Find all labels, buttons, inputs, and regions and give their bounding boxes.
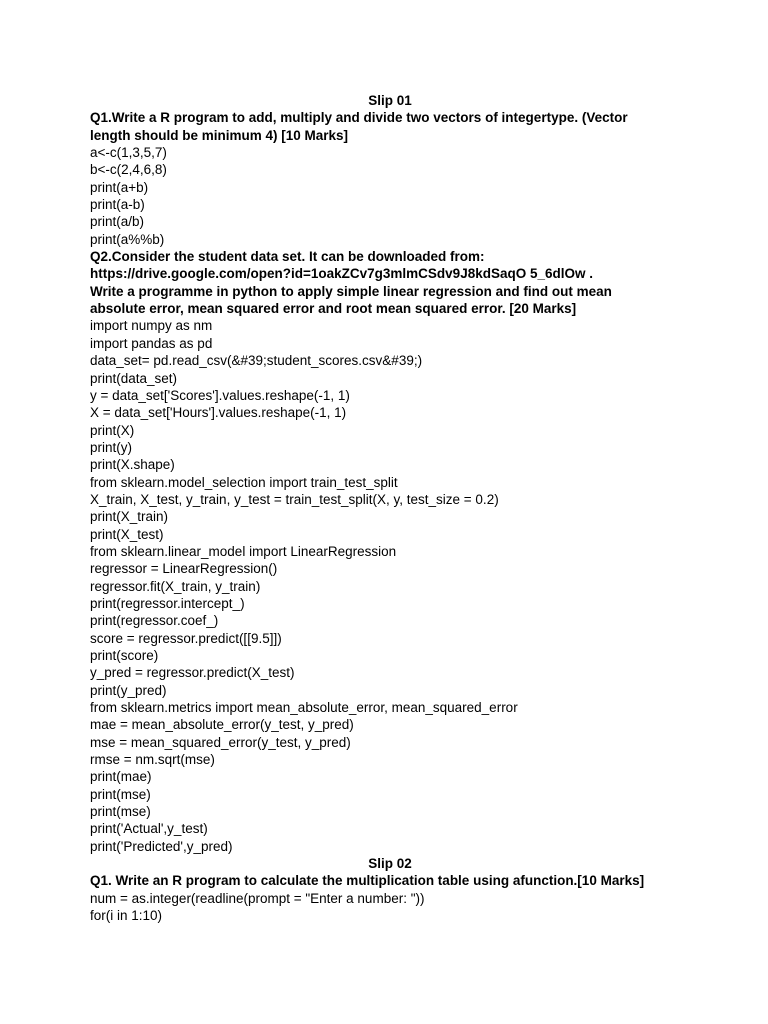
code-line: print('Actual',y_test)	[90, 821, 208, 837]
code-line: print(y_pred)	[90, 682, 167, 698]
code-line: print(mse)	[90, 786, 151, 802]
code-line: num = as.integer(readline(prompt = "Enter a number: "))	[90, 890, 425, 906]
code-line: rmse = nm.sqrt(mse)	[90, 752, 215, 768]
question-text: Q1. Write an R program to calculate the multiplication table using afunction.[10 Marks]	[90, 873, 645, 889]
code-line: from sklearn.model_selection import train_test_split	[90, 474, 398, 490]
code-line: print(X_train)	[90, 509, 169, 525]
code-line: print('Predicted',y_pred)	[90, 838, 233, 854]
document-page	[90, 92, 690, 925]
code-line: import numpy as nm	[90, 318, 213, 334]
question-text: Write a programme in python to apply simple linear regression and find out mean	[90, 283, 612, 299]
code-line: y_pred = regressor.predict(X_test)	[90, 665, 295, 681]
code-line: mae = mean_absolute_error(y_test, y_pred)	[90, 717, 354, 733]
question-text: Q1.Write a R program to add, multiply and divide two vectors of integertype. (Vector	[90, 110, 628, 126]
code-line: regressor.fit(X_train, y_train)	[90, 578, 261, 594]
code-line: X = data_set['Hours'].values.reshape(-1, 1)	[90, 405, 347, 421]
code-line: print(regressor.intercept_)	[90, 595, 245, 611]
code-line: regressor = LinearRegression()	[90, 561, 278, 577]
code-line: print(mse)	[90, 804, 151, 820]
code-line: print(mae)	[90, 769, 152, 785]
code-line: print(data_set)	[90, 370, 178, 386]
code-line: print(y)	[90, 439, 133, 455]
slip-title: Slip 01	[368, 93, 412, 108]
code-line: print(X.shape)	[90, 457, 175, 473]
code-line: score = regressor.predict([[9.5]])	[90, 630, 282, 646]
question-text: Q2.Consider the student data set. It can be downloaded from:	[90, 249, 485, 265]
code-line: import pandas as pd	[90, 335, 213, 351]
code-line: from sklearn.linear_model import LinearRegression	[90, 543, 397, 559]
code-line: from sklearn.metrics import mean_absolute_error, mean_squared_error	[90, 700, 518, 716]
code-line: print(a+b)	[90, 179, 149, 195]
code-line: print(X_test)	[90, 526, 164, 542]
dataset-link: https://drive.google.com/open?id=1oakZCv7g3mlmCSdv9J8kdSaqO 5_6dlOw .	[90, 266, 594, 282]
code-line: b<-c(2,4,6,8)	[90, 162, 167, 178]
code-line: mse = mean_squared_error(y_test, y_pred)	[90, 734, 351, 750]
code-line: data_set= pd.read_csv(&#39;student_scores.csv&#39;)	[90, 353, 423, 369]
question-text: length should be minimum 4) [10 Marks]	[90, 127, 349, 143]
code-line: print(a-b)	[90, 197, 145, 213]
slip-title: Slip 02	[368, 856, 412, 872]
code-line: print(a/b)	[90, 214, 145, 230]
code-line: X_train, X_test, y_train, y_test = train_test_split(X, y, test_size = 0.2)	[90, 491, 499, 507]
code-line: for(i in 1:10)	[90, 908, 163, 924]
code-line: y = data_set['Scores'].values.reshape(-1, 1)	[90, 387, 350, 403]
question-text: absolute error, mean squared error and root mean squared error. [20 Marks]	[90, 301, 577, 317]
code-line: print(X)	[90, 422, 135, 438]
code-line: print(a%%b)	[90, 231, 165, 247]
code-line: print(score)	[90, 648, 159, 663]
code-line: print(regressor.coef_)	[90, 613, 219, 629]
code-line: a<-c(1,3,5,7)	[90, 145, 167, 161]
